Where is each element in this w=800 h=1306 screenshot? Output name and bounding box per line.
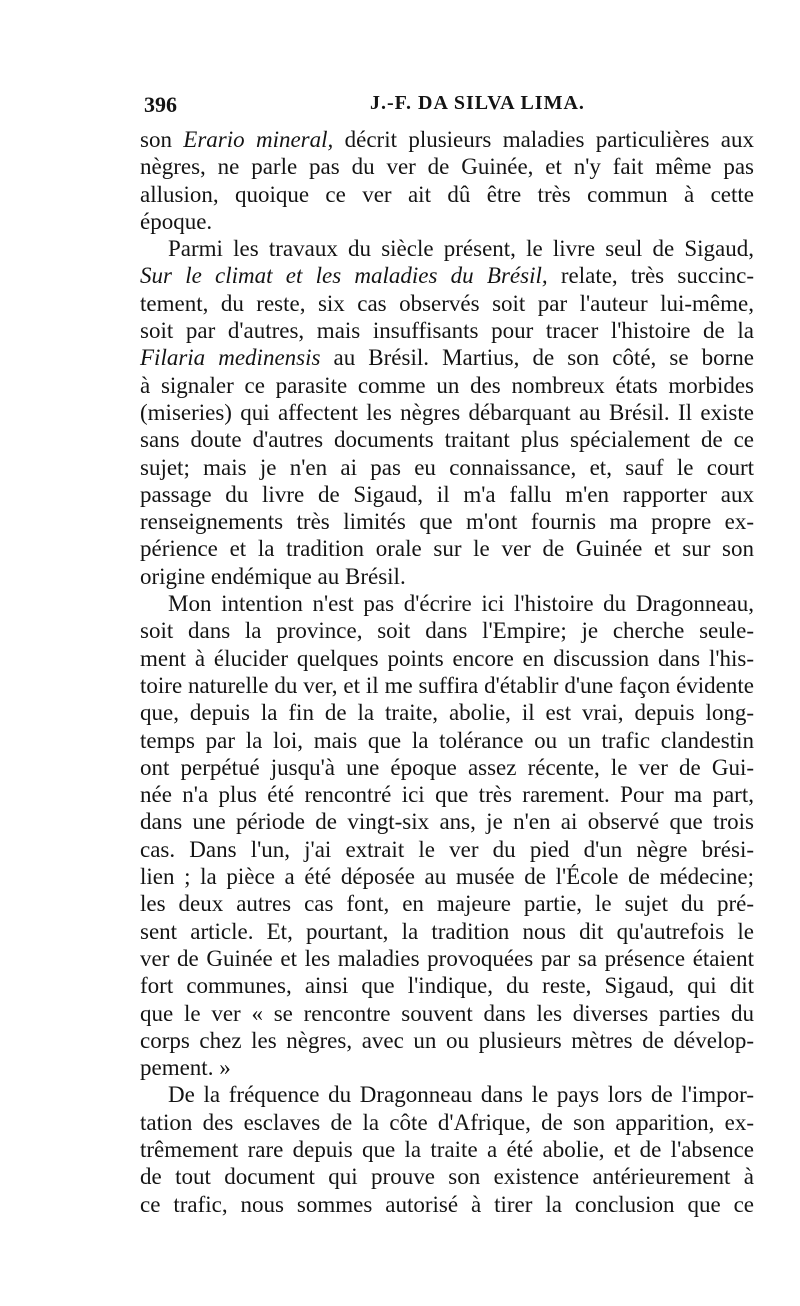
text-line	[140, 863, 754, 890]
page-number: 396	[144, 92, 177, 117]
text-run: allusion, quoique ce ver ait dû être très commun à cette	[140, 181, 754, 207]
text-line	[140, 1191, 754, 1218]
text-run: corps chez les nègres, avec un ou plusieurs mètres de dévelop-	[140, 1027, 754, 1053]
text-run: tation des esclaves de la côte d'Afrique, de son apparition, ex-	[140, 1109, 754, 1135]
text-run: (miseries) qui affectent les nègres débarquant au Brésil. Il existe	[140, 399, 754, 425]
text-line	[140, 727, 754, 754]
text-run: époque.	[140, 208, 213, 234]
text-line	[140, 153, 754, 180]
text-line	[140, 945, 754, 972]
text-line	[140, 262, 754, 289]
text-line	[140, 1081, 754, 1108]
text-run: les deux autres cas font, en majeure partie, le sujet du pré-	[140, 891, 754, 917]
text-run: ce trafic, nous sommes autorisé à tirer la conclusion que ce	[140, 1191, 754, 1217]
text-line	[140, 235, 754, 262]
text-line	[140, 890, 754, 917]
text-run: lien ; la pièce a été déposée au musée de l'École de médecine;	[140, 864, 754, 890]
text-run: que, depuis la fin de la traite, abolie, il est vrai, depuis long-	[140, 700, 754, 726]
text-run: De la fréquence du Dragonneau dans le pays lors de l'impor-	[168, 1082, 754, 1108]
italic-text: Erario mineral,	[183, 127, 334, 152]
text-run: pement. »	[140, 1055, 231, 1081]
text-line	[140, 645, 754, 672]
text-run: dans une période de vingt-six ans, je n'en ai observé que trois	[140, 809, 754, 835]
text-run: nègres, ne parle pas du ver de Guinée, et n'y fait même pas	[140, 154, 754, 180]
text-run: ment à élucider quelques points encore en discussion dans l'his-	[140, 645, 754, 671]
text-line	[140, 208, 754, 235]
text-line	[140, 481, 754, 508]
text-line	[140, 1000, 754, 1027]
text-run: soit dans la province, soit dans l'Empire; je cherche seule-	[140, 618, 754, 644]
text-run: fort communes, ainsi que l'indique, du reste, Sigaud, qui dit	[140, 973, 754, 999]
text-run: renseignements très limités que m'ont fournis ma propre ex-	[140, 509, 754, 535]
text-run: sent article. Et, pourtant, la tradition nous dit qu'autrefois le	[140, 918, 754, 944]
text-run: sujet; mais je n'en ai pas eu connaissance, et, sauf le court	[140, 454, 754, 480]
text-run: de tout document qui prouve son existence antérieurement à	[140, 1164, 754, 1190]
text-run: soit par d'autres, mais insuffisants pour tracer l'histoire de la	[140, 318, 754, 344]
text-run: tement, du reste, six cas observés soit par l'auteur lui-même,	[140, 290, 754, 316]
text-line	[140, 836, 754, 863]
text-line	[140, 344, 754, 371]
text-run: ont perpétué jusqu'à une époque assez récente, le ver de Gui-	[140, 754, 754, 780]
text-run: Mon intention n'est pas d'écrire ici l'histoire du Dragonneau,	[168, 591, 754, 617]
text-run: toire naturelle du ver, et il me suffira d'établir d'une façon évidente	[140, 672, 754, 698]
text-line	[140, 1109, 754, 1136]
text-line	[140, 699, 754, 726]
text-line	[140, 1136, 754, 1163]
text-line	[140, 808, 754, 835]
text-line	[140, 918, 754, 945]
text-line	[140, 754, 754, 781]
text-line	[140, 290, 754, 317]
text-line	[140, 781, 754, 808]
text-line	[140, 972, 754, 999]
text-line	[140, 1054, 754, 1081]
text-run: origine endémique au Brésil.	[140, 563, 406, 589]
text-run: ver de Guinée et les maladies provoquées par sa présence étaient	[140, 945, 754, 971]
page-header	[144, 92, 754, 128]
text-line	[140, 508, 754, 535]
text-run: cas. Dans l'un, j'ai extrait le ver du pied d'un nègre brési-	[140, 836, 754, 862]
text-line	[140, 426, 754, 453]
text-line	[140, 372, 754, 399]
running-head: J.-F. DA SILVA LIMA.	[370, 92, 585, 114]
text-run: née n'a plus été rencontré ici que très rarement. Pour ma part,	[140, 782, 754, 808]
text-run: à signaler ce parasite comme un des nombreux états morbides	[140, 372, 754, 398]
text-line	[140, 1027, 754, 1054]
text-run: périence et la tradition orale sur le ver de Guinée et sur son	[140, 536, 754, 562]
text-run: relate, très succinc-	[547, 263, 754, 289]
text-line	[140, 454, 754, 481]
italic-text: Filaria medinensis	[140, 345, 321, 371]
text-run: temps par la loi, mais que la tolérance ou un trafic clandestin	[140, 727, 754, 753]
text-run: passage du livre de Sigaud, il m'a fallu m'en rapporter aux	[140, 481, 754, 507]
text-run: au Brésil. Martius, de son côté, se borne	[320, 345, 754, 371]
text-line	[140, 590, 754, 617]
text-line	[140, 672, 754, 699]
text-line	[140, 535, 754, 562]
text-line	[140, 317, 754, 344]
text-run: sans doute d'autres documents traitant plus spécialement de ce	[140, 427, 754, 453]
text-line	[140, 563, 754, 590]
text-run: trêmement rare depuis que la traite a été abolie, et de l'absence	[140, 1136, 754, 1162]
text-line	[140, 1163, 754, 1190]
italic-text: Sur le climat et les maladies du Brésil,	[140, 263, 548, 289]
text-line	[140, 181, 754, 208]
text-line	[140, 399, 754, 426]
text-run: Parmi les travaux du siècle présent, le livre seul de Sigaud,	[168, 236, 754, 262]
text-run: décrit plusieurs maladies particulières aux	[333, 127, 755, 152]
body-text	[140, 126, 754, 1218]
text-run: son	[140, 127, 184, 152]
text-line	[140, 617, 754, 644]
text-run: que le ver « se rencontre souvent dans les diverses parties du	[140, 1000, 754, 1026]
text-line	[140, 126, 754, 153]
